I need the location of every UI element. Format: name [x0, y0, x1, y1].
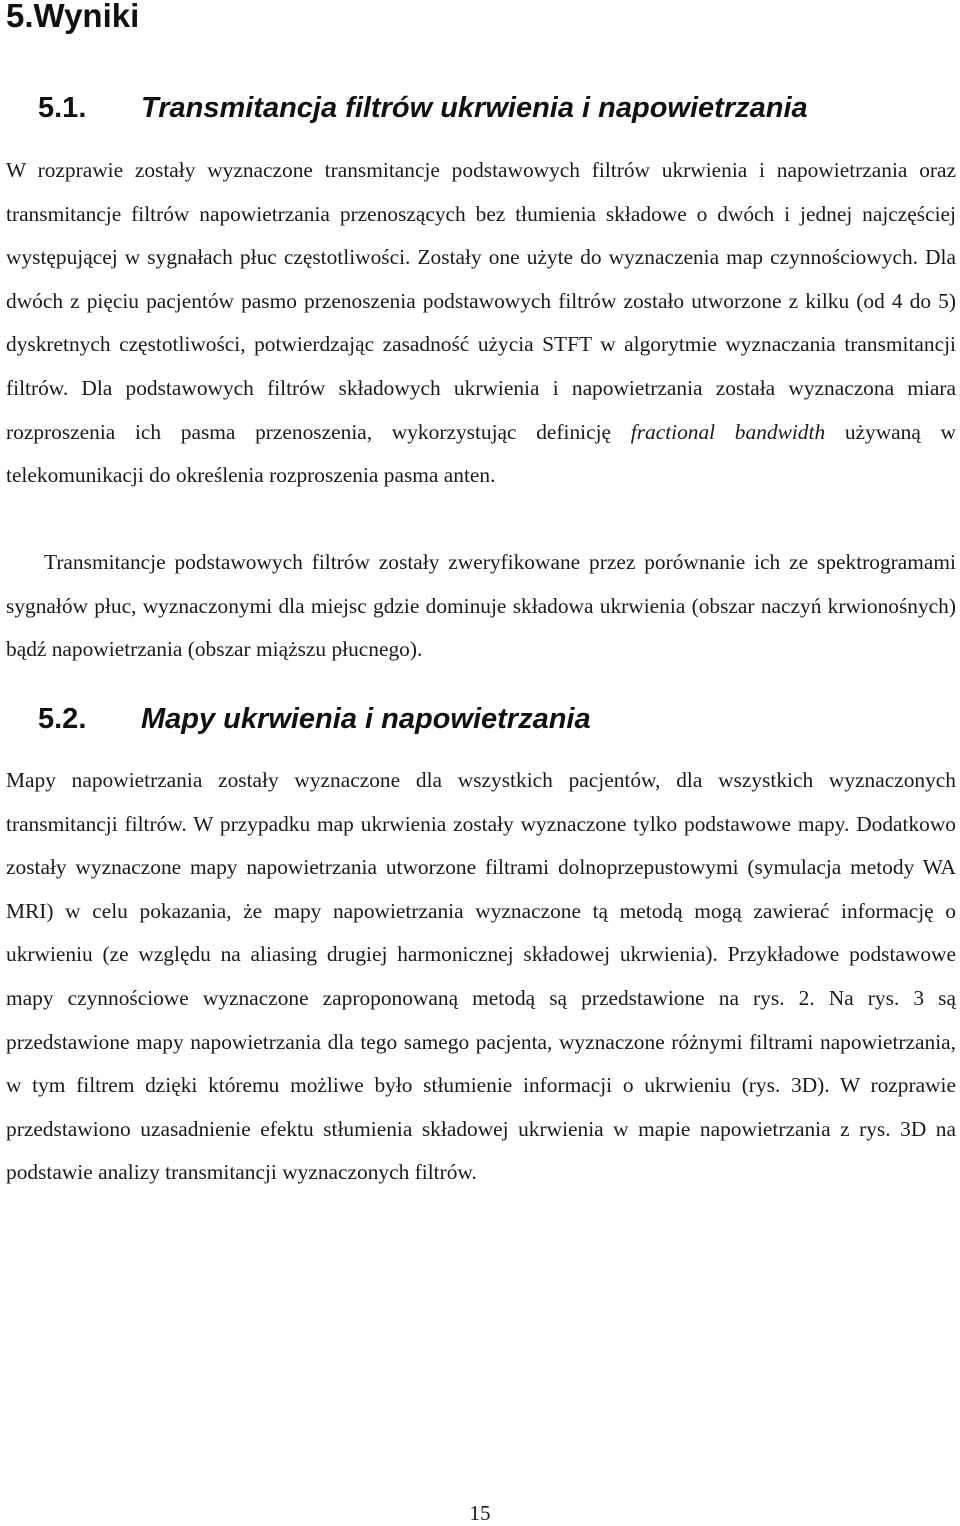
paragraph-transmitance-intro	[6, 149, 956, 498]
page-number: 15	[469, 1501, 491, 1525]
paragraph-text: używaną w telekomunikacji do określenia rozproszenia pasma anten.	[6, 419, 956, 488]
paragraph-text: W rozprawie zostały wyznaczone transmitancje podstawowych filtrów ukrwienia i napowietrzania oraz transmitancje filtrów napowietrzania przenoszących bez tłumienia składowe o dwóch i jednej najczęściej występującej w sygnałach płuc częstotliwości. Zostały one użyte do wyznaczenia map czynnościowych. Dla dwóch z pięciu pacjentów pasmo przenoszenia podstawowych filtrów zostało utworzone z kilku (od 4 do 5) dyskretnych częstotliwości, potwierdzając zasadność użycia STFT w algorytmie wyznaczania transmitancji filtrów. Dla podstawowych filtrów składowych ukrwienia i napowietrzania została wyznaczona miara rozproszenia ich pasma przenoszenia, wykorzystując definicję	[6, 158, 956, 444]
section-title: Transmitancja filtrów ukrwienia i napowietrzania	[141, 92, 808, 124]
paragraph-maps: Mapy napowietrzania zostały wyznaczone dla wszystkich pacjentów, dla wszystkich wyznaczonych transmitancji filtrów. W przypadku map ukrwienia zostały wyznaczone tylko podstawowe mapy. Dodatkowo zostały wyznaczone mapy napowietrzania utworzone filtrami dolnoprzepustowymi (symulacja metody WA MRI) w celu pokazania, że mapy napowietrzania wyznaczone tą metodą mogą zawierać informację o ukrwieniu (ze względu na aliasing drugiej harmonicznej składowej ukrwienia). Przykładowe podstawowe mapy czynnościowe wyznaczone zaproponowaną metodą są przedstawione na rys. 2. Na rys. 3 są przedstawione mapy napowietrzania dla tego samego pacjenta, wyznaczone różnymi filtrami napowietrzania, w tym filtrem dzięki któremu możliwe było stłumienie informacji o ukrwieniu (rys. 3D). W rozprawie przedstawiono uzasadnienie efektu stłumienia składowej ukrwienia w mapie napowietrzania z rys. 3D na podstawie analizy transmitancji wyznaczonych filtrów.	[6, 768, 956, 1185]
section-number: 5.1.	[38, 92, 87, 124]
italic-term: fractional bandwidth	[630, 419, 826, 444]
section-number: 5.2.	[38, 703, 87, 735]
section-title: Mapy ukrwienia i napowietrzania	[141, 703, 591, 735]
paragraph-verification: Transmitancje podstawowych filtrów zostały zweryfikowane przez porównanie ich ze spektrogramami sygnałów płuc, wyznaczonymi dla miejsc gdzie dominuje składowa ukrwienia (obszar naczyń krwionośnych) bądź napowietrzania (obszar miąższu płucnego).	[6, 550, 956, 662]
chapter-title: 5.Wyniki	[6, 0, 140, 34]
